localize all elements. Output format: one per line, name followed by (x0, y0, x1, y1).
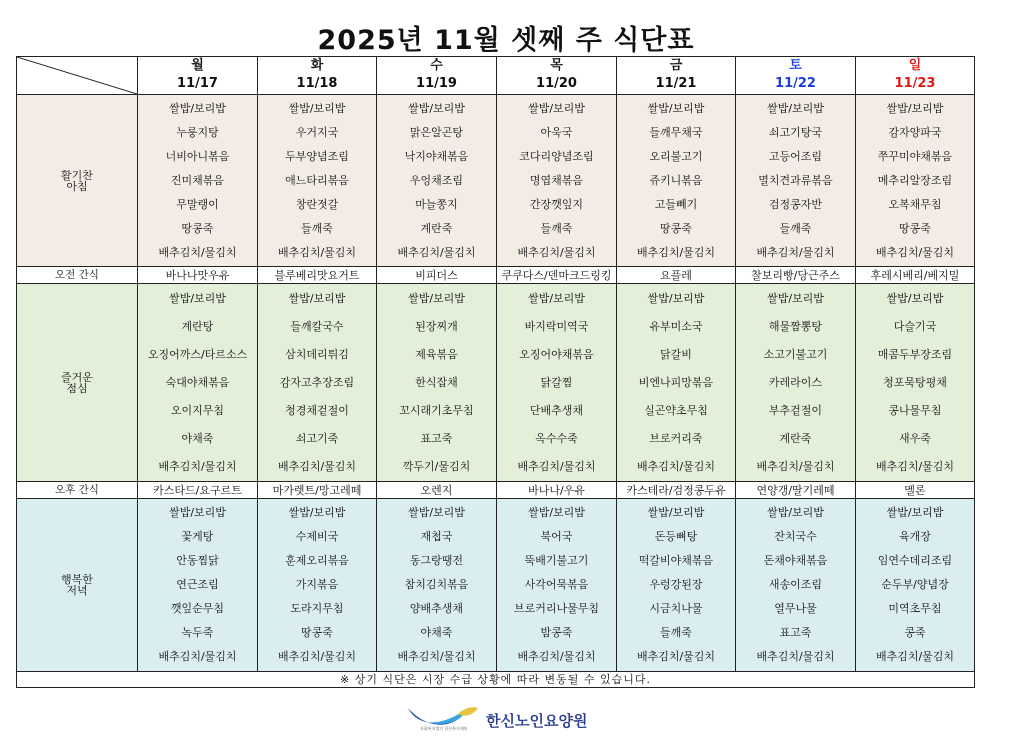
menu-item: 들깨죽 (779, 221, 812, 235)
menu-item: 우엉채조림 (409, 173, 464, 187)
day-name: 토 (789, 58, 802, 73)
menu-item: 쌀밥/보리밥 (169, 506, 226, 519)
menu-item: 쌀밥/보리밥 (408, 101, 465, 115)
menu-item: 쌀밥/보리밥 (169, 101, 226, 115)
menu-item: 카레라이스 (768, 375, 823, 389)
menu-table (16, 56, 975, 688)
day-name: 목 (550, 58, 563, 73)
menu-item: 들깨칼국수 (290, 319, 344, 333)
menu-item: 연근조림 (176, 578, 219, 591)
menu-item: 배추김치/물김치 (517, 245, 596, 259)
day-date: 11/17 (177, 76, 218, 91)
menu-item: 쌀밥/보리밥 (767, 101, 824, 115)
dinner-cell-day-5 (617, 499, 736, 672)
menu-item: 쌀밥/보리밥 (767, 506, 824, 519)
menu-item: 두부양념조림 (285, 149, 349, 163)
menu-item: 땅콩죽 (181, 221, 214, 235)
note-row (17, 672, 975, 688)
lunch-label (17, 284, 138, 482)
pm-snack-cell-day-1: 카스타드/요구르트 (138, 482, 258, 499)
menu-item: 배추김치/물김치 (636, 459, 716, 473)
corner-cell (17, 57, 138, 95)
menu-item: 참치김치볶음 (404, 578, 469, 591)
menu-item: 우거지국 (295, 125, 339, 139)
menu-item: 애느타리볶음 (285, 173, 349, 187)
menu-item: 오리불고기 (649, 149, 703, 163)
breakfast-cell-day-4 (497, 95, 617, 267)
pm-snack-row (17, 482, 975, 499)
menu-item: 배추김치/물김치 (756, 245, 835, 259)
menu-item: 야채죽 (181, 431, 214, 445)
menu-item: 들깨죽 (301, 221, 333, 235)
menu-item: 배추김치/물김치 (158, 459, 237, 473)
menu-item: 콩나물무침 (888, 403, 942, 417)
menu-item: 순두부/양념장 (881, 578, 949, 591)
menu-item: 창란젓갈 (295, 197, 339, 211)
menu-item: 메추리알장조림 (877, 173, 953, 187)
footnote: ※ 상기 식단은 시장 수급 상황에 따라 변동될 수 있습니다. (17, 672, 975, 688)
menu-item: 땅콩죽 (301, 626, 333, 639)
menu-item: 훈제오리볶음 (285, 554, 349, 567)
menu-item: 계란죽 (779, 431, 812, 445)
lunch-cell-day-1 (138, 284, 258, 482)
am-snack-label: 오전 간식 (17, 267, 138, 284)
menu-item: 야채죽 (420, 626, 453, 639)
menu-item: 진미채볶음 (170, 173, 225, 187)
menu-item: 감자고추장조림 (279, 375, 355, 389)
menu-item: 오징어까스/타르소스 (147, 347, 248, 361)
menu-item: 간장깻잎지 (529, 197, 584, 211)
menu-item: 배추김치/물김치 (875, 245, 955, 259)
menu-item: 코다리양념조림 (519, 149, 594, 163)
day-date: 11/23 (894, 76, 936, 91)
menu-item: 멸치견과류볶음 (758, 173, 833, 187)
am-snack-cell-day-6: 찰보리빵/당근주스 (736, 267, 856, 284)
menu-item: 한식잡채 (415, 375, 458, 389)
menu-item: 숙대야채볶음 (165, 375, 230, 389)
meal-label-line: 행복한 (61, 574, 93, 585)
menu-item: 배추김치/물김치 (517, 459, 596, 473)
menu-item: 실곤약초무침 (644, 403, 708, 417)
day-date: 11/22 (775, 76, 816, 91)
menu-item: 쌀밥/보리밥 (767, 291, 824, 305)
breakfast-cell-day-2 (258, 95, 377, 267)
menu-item: 미역초무침 (888, 602, 942, 615)
dinner-cell-day-6 (736, 499, 856, 672)
dinner-cell-day-1 (138, 499, 258, 672)
menu-item: 쌀밥/보리밥 (408, 506, 465, 519)
menu-item: 배추김치/물김치 (875, 650, 955, 663)
dinner-row (17, 499, 975, 672)
pm-snack-cell-day-4: 바나나/우유 (497, 482, 617, 499)
logo (406, 702, 616, 736)
am-snack-cell-day-4: 쿠쿠다스/덴마크드링킹 (497, 267, 617, 284)
menu-item: 배추김치/물김치 (636, 650, 716, 663)
page-title: 2025년 11월 셋째 주 식단표 (317, 25, 695, 56)
menu-item: 아욱국 (540, 125, 573, 139)
day-date: 11/20 (536, 76, 577, 91)
menu-item: 동그랑땡전 (409, 554, 464, 567)
pm-snack-cell-day-6: 연양갱/딸기레떼 (736, 482, 856, 499)
menu-item: 잔치국수 (774, 530, 817, 543)
menu-item: 쇠고기죽 (295, 431, 339, 445)
menu-item: 배추김치/물김치 (636, 245, 716, 259)
menu-item: 명엽채볶음 (529, 173, 584, 187)
lunch-cell-day-5 (617, 284, 736, 482)
menu-item: 돈등뼈탕 (654, 530, 698, 543)
menu-item: 배추김치/물김치 (875, 459, 955, 473)
day-date: 11/18 (296, 76, 338, 91)
menu-item: 배추김치/물김치 (397, 650, 476, 663)
day-name: 화 (310, 58, 324, 73)
menu-item: 도라지무침 (290, 602, 344, 615)
menu-item: 쌀밥/보리밥 (528, 506, 585, 519)
menu-item: 고들빼기 (654, 197, 698, 211)
menu-item: 부추겉절이 (768, 403, 823, 417)
menu-item: 계란탕 (181, 319, 214, 333)
am-snack-cell-day-3: 비피더스 (377, 267, 497, 284)
menu-item: 쌀밥/보리밥 (528, 101, 585, 115)
menu-item: 새우죽 (899, 431, 931, 445)
menu-item: 마늘쫑지 (415, 197, 458, 211)
menu-item: 녹두죽 (181, 626, 214, 639)
menu-item: 들깨죽 (660, 626, 692, 639)
menu-item: 표고죽 (779, 626, 812, 639)
lunch-cell-day-4 (497, 284, 617, 482)
menu-item: 수제비국 (295, 530, 339, 543)
day-header-sun (856, 57, 975, 95)
menu-item: 제육볶음 (415, 347, 458, 361)
breakfast-cell-day-3 (377, 95, 497, 267)
day-name: 금 (669, 58, 683, 73)
menu-item: 다슬기국 (893, 319, 937, 333)
menu-item: 옥수수죽 (535, 431, 578, 445)
menu-item: 북어국 (540, 530, 573, 543)
menu-item: 계란죽 (420, 221, 453, 235)
menu-item: 오이지무침 (170, 403, 225, 417)
menu-item: 쇠고기탕국 (768, 125, 823, 139)
menu-item: 들깨죽 (540, 221, 573, 235)
menu-item: 쌀밥/보리밥 (288, 291, 346, 305)
day-name: 수 (430, 58, 443, 73)
menu-item: 꽃게탕 (181, 530, 214, 543)
menu-item: 땅콩죽 (660, 221, 692, 235)
am-snack-row (17, 267, 975, 284)
menu-item: 배추김치/물김치 (277, 459, 357, 473)
breakfast-cell-day-6 (736, 95, 856, 267)
menu-item: 우렁강된장 (649, 578, 703, 591)
menu-item: 배추김치/물김치 (756, 650, 835, 663)
day-header-tue (258, 57, 377, 95)
menu-item: 깍두기/물김치 (402, 459, 471, 473)
menu-item: 깻잎순무침 (170, 602, 225, 615)
header-row (17, 57, 975, 95)
menu-item: 쌀밥/보리밥 (647, 506, 705, 519)
menu-item: 낙지야채볶음 (404, 149, 469, 163)
menu-item: 비엔나피망볶음 (638, 375, 714, 389)
dinner-label (17, 499, 138, 672)
menu-item: 닭갈찜 (540, 375, 573, 389)
menu-item: 열무나물 (774, 602, 817, 615)
menu-item: 매콤두부장조림 (877, 347, 953, 361)
menu-item: 쌀밥/보리밥 (886, 506, 944, 519)
menu-item: 쌀밥/보리밥 (647, 101, 705, 115)
menu-item: 너비아니볶음 (165, 149, 230, 163)
day-date: 11/21 (655, 76, 697, 91)
menu-item: 해물짬뽕탕 (768, 319, 823, 333)
menu-item: 쌀밥/보리밥 (288, 101, 346, 115)
menu-item: 오징어야채볶음 (519, 347, 594, 361)
menu-item: 삼치데리튀김 (285, 347, 349, 361)
menu-item: 양배추생채 (409, 602, 464, 615)
menu-item: 육개장 (899, 530, 931, 543)
menu-item: 배추김치/물김치 (517, 650, 596, 663)
lunch-cell-day-7 (856, 284, 975, 482)
menu-item: 쌀밥/보리밥 (647, 291, 705, 305)
meal-label-line: 즐거운 (61, 371, 93, 383)
menu-item: 감자양파국 (888, 125, 942, 139)
menu-item: 안동찜닭 (176, 554, 219, 567)
menu-item: 사각어묵볶음 (524, 578, 589, 591)
pm-snack-cell-day-5: 카스테라/검정콩두유 (617, 482, 736, 499)
menu-item: 가지볶음 (295, 578, 339, 591)
menu-item: 브로커리나물무침 (513, 602, 599, 615)
menu-item: 쥬키니볶음 (649, 173, 703, 187)
menu-item: 배추김치/물김치 (158, 245, 237, 259)
pm-snack-cell-day-2: 마가렛트/망고레떼 (258, 482, 377, 499)
lunch-row (17, 284, 975, 482)
menu-item: 떡갈비야채볶음 (638, 554, 714, 567)
menu-item: 표고죽 (420, 431, 453, 445)
am-snack-cell-day-2: 블루베리맛요거트 (258, 267, 377, 284)
menu-item: 재첩국 (420, 530, 453, 543)
menu-item: 오복채무침 (888, 197, 942, 211)
menu-item: 단배추생채 (529, 403, 584, 417)
menu-item: 고등어조림 (768, 149, 823, 163)
menu-item: 무말랭이 (176, 197, 219, 211)
am-snack-cell-day-1: 바나나맛우유 (138, 267, 258, 284)
menu-item: 배추김치/물김치 (277, 245, 357, 259)
menu-item: 배추김치/물김치 (158, 650, 237, 663)
menu-item: 콩죽 (904, 626, 926, 639)
day-header-mon (138, 57, 258, 95)
day-header-fri (617, 57, 736, 95)
pm-snack-label: 오후 간식 (17, 482, 138, 499)
menu-item: 쌀밥/보리밥 (169, 291, 226, 305)
menu-item: 새송이조림 (768, 578, 823, 591)
day-header-thu (497, 57, 617, 95)
day-name: 일 (908, 58, 922, 73)
am-snack-cell-day-5: 요플레 (617, 267, 736, 284)
meal-label-line: 저녁 (66, 585, 88, 596)
menu-item: 닭갈비 (660, 347, 692, 361)
lunch-cell-day-6 (736, 284, 856, 482)
menu-item: 바지락미역국 (524, 319, 589, 333)
breakfast-cell-day-1 (138, 95, 258, 267)
menu-item: 배추김치/물김치 (277, 650, 357, 663)
pm-snack-cell-day-3: 오렌지 (377, 482, 497, 499)
day-date: 11/19 (416, 76, 457, 91)
pm-snack-cell-day-7: 멜론 (856, 482, 975, 499)
menu-item: 된장찌개 (415, 319, 458, 333)
dinner-cell-day-3 (377, 499, 497, 672)
menu-item: 쌀밥/보리밥 (886, 101, 944, 115)
breakfast-row (17, 95, 975, 267)
logo-foundation-text: 사회복지법인 한신복지재단 (420, 726, 468, 731)
meal-label-line: 활기찬 (61, 169, 93, 181)
breakfast-cell-day-7 (856, 95, 975, 267)
menu-item: 쌀밥/보리밥 (288, 506, 346, 519)
lunch-cell-day-3 (377, 284, 497, 482)
dinner-cell-day-7 (856, 499, 975, 672)
dinner-cell-day-4 (497, 499, 617, 672)
menu-item: 청경채겉절이 (285, 403, 349, 417)
menu-item: 유부미소국 (649, 319, 703, 333)
menu-item: 쌀밥/보리밥 (528, 291, 585, 305)
menu-item: 쭈꾸미야채볶음 (877, 149, 953, 163)
meal-label-line: 점심 (66, 382, 88, 394)
menu-item: 뚝배기불고기 (524, 554, 589, 567)
menu-item: 맑은알곤탕 (409, 125, 464, 139)
menu-item: 누룽지탕 (176, 125, 219, 139)
menu-item: 들깨무채국 (649, 125, 703, 139)
menu-item: 땅콩죽 (899, 221, 931, 235)
menu-item: 소고기불고기 (763, 347, 828, 361)
menu-item: 검정콩자반 (768, 197, 823, 211)
menu-item: 임연수데리조림 (877, 554, 953, 567)
menu-item: 청포묵탕평채 (883, 375, 947, 389)
menu-item: 쌀밥/보리밥 (408, 291, 465, 305)
menu-item: 꼬시래기초무침 (399, 403, 474, 417)
menu-item: 쌀밥/보리밥 (886, 291, 944, 305)
menu-item: 배추김치/물김치 (756, 459, 835, 473)
breakfast-cell-day-5 (617, 95, 736, 267)
dinner-cell-day-2 (258, 499, 377, 672)
menu-item: 돈채야채볶음 (763, 554, 828, 567)
menu-item: 배추김치/물김치 (397, 245, 476, 259)
menu-item: 시금치나물 (649, 602, 703, 615)
am-snack-cell-day-7: 후레시베리/베지밀 (856, 267, 975, 284)
menu-item: 밤콩죽 (540, 626, 573, 639)
logo-name: 한신노인요양원 (486, 712, 588, 730)
meal-label-line: 아침 (66, 180, 88, 192)
lunch-cell-day-2 (258, 284, 377, 482)
diagonal-line (17, 57, 137, 94)
day-name: 월 (191, 58, 204, 73)
day-header-wed (377, 57, 497, 95)
menu-item: 브로커리죽 (649, 431, 703, 445)
breakfast-label (17, 95, 138, 267)
day-header-sat (736, 57, 856, 95)
